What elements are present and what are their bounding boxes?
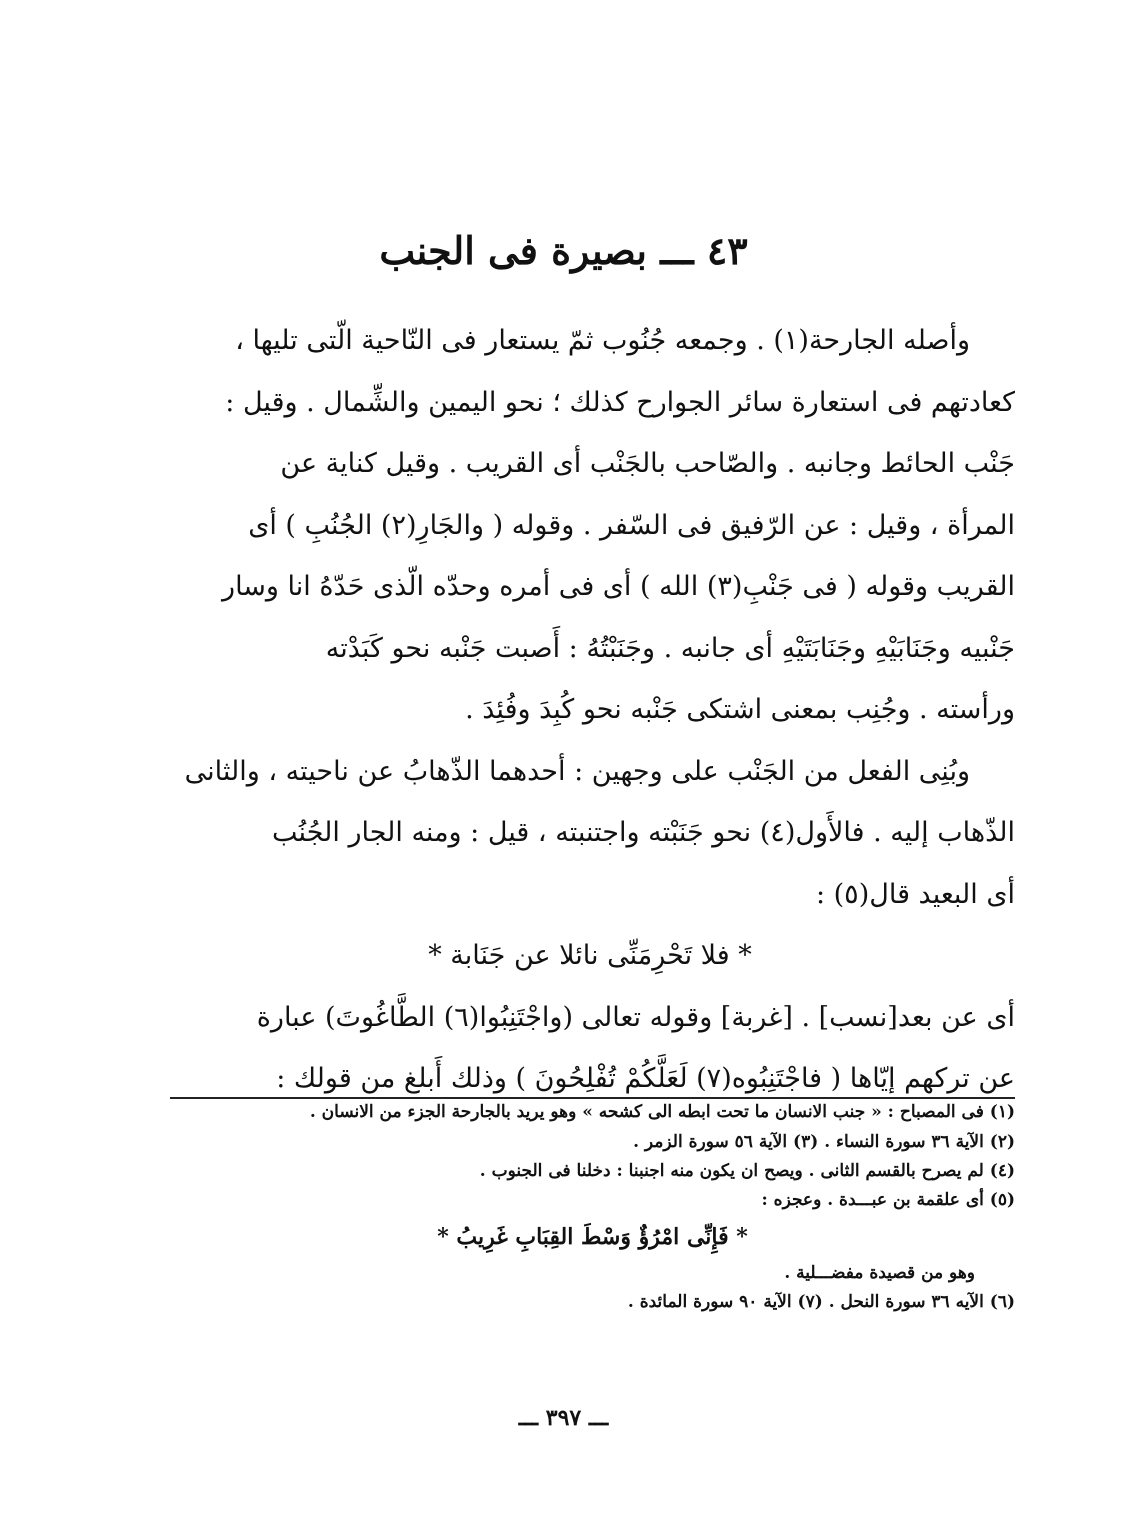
footnote-5: (٥) أى علقمة بن عبـــدة . وعجزه : bbox=[761, 1190, 1015, 1210]
footnote-row-2-3 bbox=[170, 1128, 1015, 1157]
text-line: جَنْب الحائط وجانبه . والصّاحب بالجَنْب أى القريب . وقيل كناية عن bbox=[280, 448, 1015, 479]
text-line: أى البعيد قال(٥) : bbox=[815, 878, 1015, 910]
main-text bbox=[165, 310, 1015, 1110]
footnote-row-6-7 bbox=[170, 1288, 1015, 1317]
text-line: أى عن بعد[نسب] . [غربة] وقوله تعالى (واجْتَنِبُوا(٦) الطَّاغُوتَ) عبارة bbox=[256, 1001, 1015, 1033]
footnote-1: (١) فى المصباح : « جنب الانسان ما تحت ابطه الى كشحه » وهو يريد بالجارحة الجزء من الانسان . bbox=[309, 1102, 1015, 1122]
text-line: ورأسته . وجُنِب بمعنى اشتكى جَنْبه نحو كُبِدَ وفُئِدَ . bbox=[465, 694, 1015, 725]
text-line: جَنْبيه وجَنَابَيْهِ وجَنَابَتَيْهِ أى جانبه . وجَنَبْتُهُ : أَصبت جَنْبه نحو كَبَدْته bbox=[325, 632, 1015, 664]
text-line: كعادتهم فى استعارة سائر الجوارح كذلك ؛ نحو اليمين والشِّمال . وقيل : bbox=[225, 386, 1015, 418]
text-line: وبُنِى الفعل من الجَنْب على وجهين : أحدهما الذّهابُ عن ناحيته ، والثانى bbox=[184, 755, 970, 787]
section-title: ٤٣ ـــ بصيرة فى الجنب bbox=[379, 228, 748, 273]
footnote-2: (٢) الآية ٣٦ سورة النساء . bbox=[824, 1132, 1015, 1152]
text-line: القريب وقوله ( فى جَنْبِ(٣) الله ) أى فى أمره وحدّه الّذى حَدّهُ انا وسار bbox=[222, 571, 1015, 602]
footnote-4: (٤) لم يصرح بالقسم الثانى . ويصح ان يكون منه اجنبنا : دخلنا فى الجنوب . bbox=[479, 1161, 1015, 1181]
footnote-5-note: وهو من قصيدة مفضـــلية . bbox=[784, 1263, 975, 1283]
text-line: وأصله الجارحة(١) . وجمعه جُنُوب ثمّ يستعار فى النّاحية الّتى تليها ، bbox=[235, 325, 970, 356]
footnote-divider bbox=[170, 1097, 1015, 1099]
footnotes bbox=[170, 1100, 1015, 1317]
page-number: ـــ ٣٩٧ ـــ bbox=[518, 1405, 609, 1431]
text-line: المرأة ، وقيل : عن الرّفيق فى السّفر . وقوله ( والجَارِ(٢) الجُنُبِ ) أى bbox=[248, 509, 1015, 541]
text-line: عن تركهم إيّاها ( فاجْتَنِبُوه(٧) لَعَلَّكُمْ تُفْلِحُونَ ) وذلك أَبلغ من قولك : bbox=[276, 1063, 1015, 1094]
verse-line: * فلا تَحْرِمَنِّى نائلا عن جَنَابة * bbox=[428, 940, 752, 971]
footnote-5-verse: * فَإِنِّى امْرُؤٌ وَسْطَ القِبَابِ غَرِيبُ * bbox=[437, 1224, 748, 1250]
footnote-3: (٣) الآية ٥٦ سورة الزمر . bbox=[633, 1132, 819, 1152]
footnote-6: (٦) الآيه ٣٦ سورة النحل . bbox=[828, 1292, 1015, 1312]
text-line: الذّهاب إليه . فالأَول(٤) نحو جَنَبْته واجتنبته ، قيل : ومنه الجار الجُنُب bbox=[272, 817, 1015, 848]
footnote-7: (٧) الآية ٩٠ سورة المائدة . bbox=[627, 1292, 823, 1312]
